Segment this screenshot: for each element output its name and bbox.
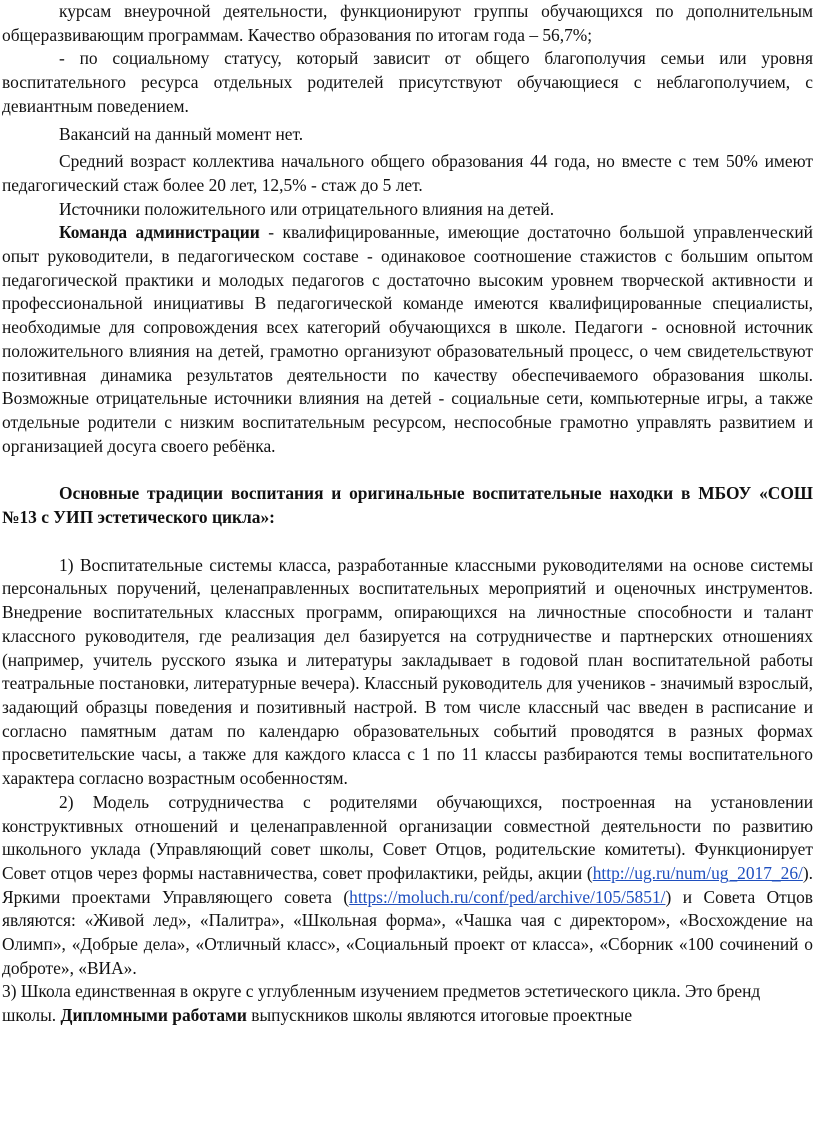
paragraph-staff-age	[2, 150, 813, 197]
paragraph-text: Вакансий на данный момент нет.	[59, 123, 304, 144]
paragraph-admin-team	[2, 221, 813, 458]
paragraph-social-status	[2, 47, 813, 118]
link-moluch[interactable]: https://moluch.ru/conf/ped/archive/105/5851/	[349, 886, 666, 907]
paragraph-text: - квалифицированные, имеющие достаточно большой управленческий опыт руководители, в педагогическом составе - одинаковое соотношение стажистов с большим опытом педагогической практики и молодых педагогов с достаточно высоким уровнем творческой активности и профессиональной инициативы В педагогической команде имеются квалифицированные специалисты, необходимые для сопровождения всех категорий обучающихся в школе. Педагоги - основной источник положительного влияния на детей, грамотно организуют образовательный процесс, о чем свидетельствуют позитивная динамика результатов деятельности по качеству обеспечиваемого образования школы. Возможные отрицательные источники влияния на детей - социальные сети, компьютерные игры, а также отдельные родители с низким воспитательным ресурсом, неспособные грамотно управлять развитием и организацией досуга своего ребёнка.	[2, 222, 813, 456]
paragraph-text: 3) Школа единственная в округе с углубленным изучением предметов эстетического цикла. Это бренд школы.	[2, 981, 761, 1026]
link-ug[interactable]: http://ug.ru/num/ug_2017_26/	[592, 862, 803, 883]
spacer	[2, 530, 816, 554]
paragraph-aesthetic	[2, 980, 813, 1027]
paragraph-text: ) и Совета Отцов являются: «Живой лед», «Палитра», «Школьная форма», «Чашка чая с директором», «Восхождение на Олимп», «Добрые дела», «Отличный класс», «Социальный проект от класса», «Сборник «100 сочинений о доброте», «ВИА».	[2, 886, 813, 978]
bold-term: Команда администрации	[59, 222, 260, 243]
paragraph-text: - по социальному статусу, который зависит от общего благополучия семьи или уровня воспитательного ресурса отдельных родителей присутствуют обучающиеся с неблагополучием, с девиантным поведением.	[2, 48, 813, 116]
spacer	[2, 458, 816, 482]
paragraph-text: Источники положительного или отрицательного влияния на детей.	[59, 198, 555, 219]
bold-term: Дипломными работами	[60, 1005, 247, 1026]
paragraph-text: 2) Модель сотрудничества с родителями обучающихся, построенная на установлении конструктивных отношений и целенаправленной организации совместной деятельности по развитию школьного уклада (Управляющий совет школы, Совет Отцов, родительские комитеты). Функционирует Совет отцов через формы наставничества, совет профилактики, рейды, акции (	[2, 791, 813, 883]
paragraph-extracurricular	[2, 0, 813, 47]
section-heading: Основные традиции воспитания и оригинальные воспитательные находки в МБОУ «СОШ №13 с УИП эстетического цикла»:	[2, 483, 813, 528]
paragraph-vacancies	[2, 123, 813, 147]
paragraph-text: Средний возраст коллектива начального общего образования 44 года, но вместе с тем 50% имеют педагогический стаж более 20 лет, 12,5% - стаж до 5 лет.	[2, 151, 813, 195]
paragraph-influence-sources	[2, 198, 813, 222]
paragraph-text: курсам внеурочной деятельности, функционируют группы обучающихся по дополнительным общеразвивающим программам. Качество образования по итогам года – 56,7%;	[2, 1, 813, 45]
paragraph-text: выпускников школы являются итоговые проектные	[246, 1005, 633, 1026]
paragraph-text: 1) Воспитательные системы класса, разработанные классными руководителями на основе системы персональных поручений, целенаправленных воспитательных мероприятий и оценочных инструментов. Внедрение воспитательных классных программ, опирающихся на личностные способности и талант классного руководителя, где реализация дел базируется на сотрудничестве и партнерских отношениях (например, учитель русского языка и литературы закладывает в годовой план воспитательной работы театральные постановки, литературные вечера). Классный руководитель для учеников - значимый взрослый, задающий образцы поведения и позитивный настрой. В том числе классный час введен в расписание и согласно памятным датам по календарю образовательных событий проводятся в разных формах просветительские часы, а также для каждого класса с 1 по 11 классы разбираются темы воспитательного характера согласно возрастным особенностям.	[2, 554, 813, 789]
paragraph-parents-model	[2, 791, 813, 981]
paragraph-class-systems	[2, 554, 813, 791]
paragraph-text: ). Яркими проектами Управляющего совета (	[2, 862, 813, 907]
